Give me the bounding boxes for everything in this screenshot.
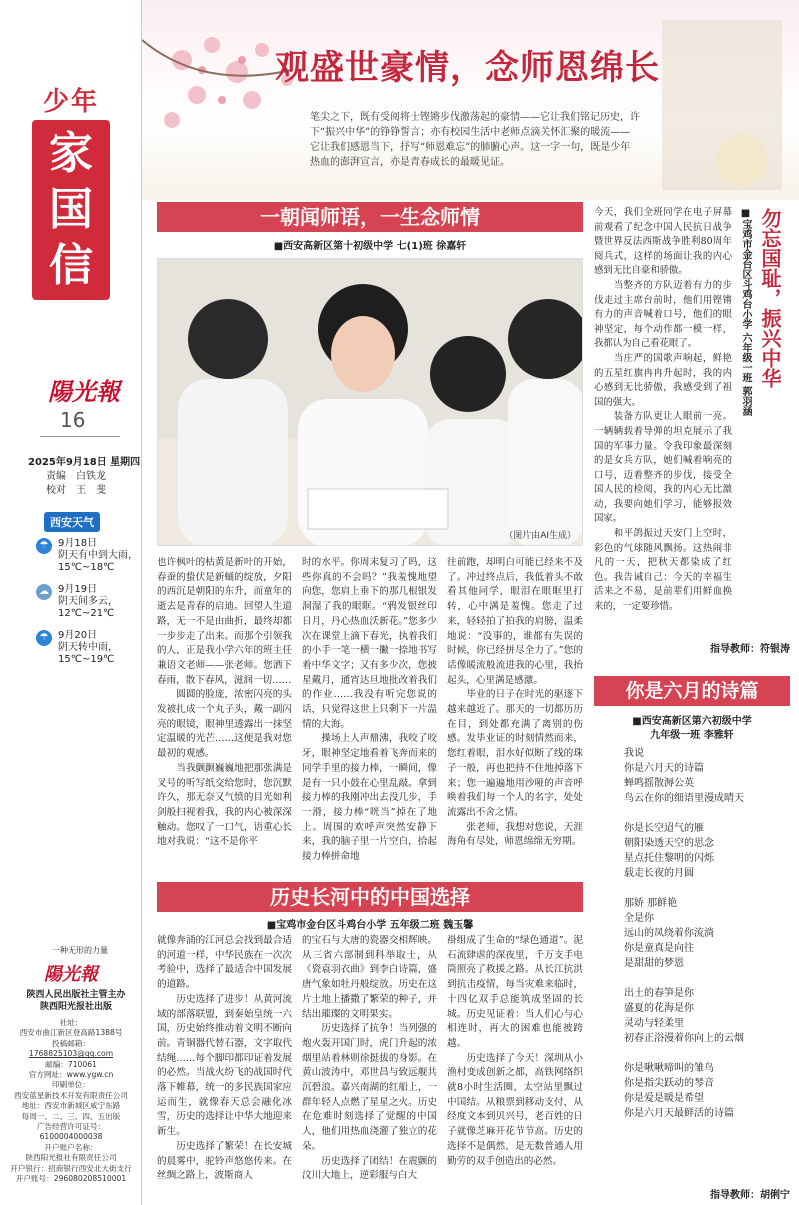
- info-line: 每周一、二、三、四、五出版: [21, 1111, 121, 1121]
- footer-sponsor: 陕西阳光报社出版: [39, 1002, 112, 1012]
- article2-column: 就像奔涌的江河总会找到最合适的河道一样，中华民族在一次次考验中，选择了最适合中国发展的道路。 历史选择了进步！从黄河流域的部落联盟，到秦始皇统一六国，历史始终推动着文明不断向前。青铜器代替石器，文字取代结绳……每个脚印都印证着发展的必然。当战火纷飞的战国时代落下帷幕，统一的多民族国家应运而生，就像春天总会融化冰雪，历史的选择让中华大地迎来新生。 历史选择了繁荣！在长安城的晨雾中，驼铃声悠悠传来。在丝绸之路上，波斯商人: [157, 935, 292, 1182]
- info-line: 西安蓝星新技术开发有限责任公司: [14, 1090, 128, 1100]
- sidebar2-teacher: 指导教师：胡俐宁: [710, 1190, 790, 1201]
- article1-column: 也许枫叶的枯黄是新叶的开始，春蚕的蛰伏是新蛹的绽放，夕阳的西沉是朝阳的东升，而童年的逝去是青春的启迪。回望人生道路，无一不是由曲折，最终却都一步步走了出来。而那个引领我的人，正是我小学六年的班主任兼语文老师——张老师。您洒下春雨，散下春风，滋润一切…… 圆圆的脸庞，浓密闪亮的头发被扎成一个丸子头，戴一副闪亮的眼镜，眼神里透露出一抹坚定温暖的光芒……这便是我对您最初的观感。 当我颤颤巍巍地把那张满是叉号的听写纸交给您时，您沉默许久，那无奈又气愤的目光如利剑般扫视着我，我的内心被深深触动。您叹了一口气，语重心长地对我说：“这不是你平: [157, 557, 292, 848]
- article2-column: 褂组成了生命的“绿色通道”。泥石流肆虐的深夜里，千万支手电筒照亮了救援之路。从长江抗洪到抗击疫情，每当灾难来临时，十四亿双手总能筑成坚固的长城。历史见证着：当人们心与心相连时，再大的困难也能被跨越。 历史选择了今天！深圳从小渔村变成创新之都，高铁网络织就8小时生活圈，太空站里飘过中国结。从粮票到移动支付，从经度文本到贝兴号，老百姓的日子就像芝麻开花节节高。历史的选择不是偶然，是无数普通人用勤劳的双手创造出的必然。: [447, 935, 583, 1167]
- photo-caption: （图片由AI生成）: [504, 531, 576, 541]
- poem-line: 鸟云在你的细语里漫成晴天: [624, 793, 744, 804]
- poem-line: 你是啾啾啼叫的雏鸟: [624, 1063, 714, 1074]
- weather-date: 9月18日: [58, 538, 98, 549]
- weather-desc: 阴天有中到大雨，: [58, 550, 138, 561]
- masthead-char: 信: [49, 240, 93, 291]
- poem-line: 那娇 那鲜艳: [624, 898, 678, 909]
- masthead-title: [30, 88, 112, 300]
- article1-photo: [157, 258, 583, 546]
- poem-line: 载走长夜的月圆: [624, 868, 694, 879]
- weather-list: [36, 538, 140, 666]
- poem-line: 我说: [624, 748, 644, 759]
- classroom-illustration: [158, 259, 583, 546]
- info-line: 开户银行：招商银行西安北大街支行: [10, 1163, 132, 1173]
- article2-byline: ■宝鸡市金台区斗鸡台小学 五年级二班 魏玉馨: [266, 920, 474, 931]
- poem-line: [624, 1046, 794, 1061]
- divider: [40, 436, 120, 437]
- info-line: 官方网址：www.ygw.cn: [28, 1070, 114, 1080]
- info-line: 开户账号：296080208510001: [15, 1174, 127, 1184]
- article1-title: 一朝闻师语，一生念师情: [157, 202, 583, 232]
- masthead-small-title: 少年: [42, 87, 99, 117]
- sidebar2-byline: 九年级一班 李雅轩: [650, 730, 734, 741]
- info-line: 邮编：710061: [45, 1059, 97, 1069]
- poem-line: [624, 806, 794, 821]
- poem-line: 你是六月天最鲜活的诗篇: [624, 1108, 734, 1119]
- info-line: 1768825103@qq.com: [28, 1049, 114, 1059]
- article1-column: 时的水平。你周末复习了吗，这些你真的不会吗？”我羞愧地望向您，您肩上垂下的那几根银发洞湿了我的眼眶。“鸦发银丝印日月，丹心热血沃新花。”您多少次在课堂上滴下春光，执着我们的小手一笔一横一撇一捺地书写着中华文字；又有多少次，您披星戴月，通宵达旦地批改着我们的作业……我没有听完您说的话，只觉得这世上只剩下一片温情的大海。 操场上人声鼎沸，我咬了咬牙，眼神坚定地看着飞奔而来的同学手里的接力棒，一瞬间，像是有一只小鼓在心里乱敲。拿到接力棒的我刚冲出去没几步，手一滑，接力棒“咣当”掉在了地上。周围的欢呼声突然安静下来，我的脑子里一片空白，拾起接力棒拼命地: [302, 557, 437, 863]
- footer-brand-logo: 陽光報: [44, 964, 98, 985]
- info-line: 地址：西安市新城区咸宁东路: [21, 1101, 121, 1111]
- poem-line: 全是你: [624, 913, 654, 924]
- blossom-decoration: [142, 0, 799, 200]
- weather-temp: 15℃~18℃: [58, 562, 115, 573]
- poem-line: 你是六月天的诗篇: [624, 763, 704, 774]
- poem-line: 出土的春笋是你: [624, 988, 694, 999]
- poem-line: 朝阳染透天空的思念: [624, 838, 714, 849]
- editor: 责编 白铁龙: [46, 471, 106, 482]
- sidebar1-body: 今天，我们全班同学在电子屏幕前观看了纪念中国人民抗日战争暨世界反法西斯战争胜利80周年阅兵式，这样的场面让我的内心感到无比自豪和骄傲。 当整齐的方队迈着有力的步伐走过主席台前时，他们用铿锵有力的声音喊着口号，他们的眼神坚定，每个动作都一模一样，我都认为自己看花眼了。 当庄严的国歌声响起，鲜艳的五星红旗冉冉升起时，我的内心感到无比骄傲，我感受到了祖国的强大。 装备方队更让人眼前一亮。一辆辆载着导弹的坦克展示了我国的军事力量。令我印象最深刻的是女兵方队，她们喊着响亮的口号，迈着整齐的步伐，接受全国人民的检阅，我的内心无比激动，我要向她们学习，能够报效国家。 和平鸽振过天安门上空时，彩色的气球随风飘扬。这热闹非凡的一天，把秋天都染成了红色。我告诫自己：今天的幸福生活来之不易，是前辈们用鲜血换来的，一定要珍惜。: [594, 207, 732, 613]
- rain-icon: ☂: [36, 538, 52, 554]
- info-line: 印刷单位：: [52, 1080, 90, 1090]
- issue-date: 2025年9月18日 星期四: [28, 457, 141, 468]
- info-line: 广告经营许可证号：: [36, 1122, 106, 1132]
- poem-line: 是甜甜的梦恩: [624, 958, 684, 969]
- poem-line: 盛夏的花海是你: [624, 1003, 694, 1014]
- poem-line: 你是童真是向往: [624, 943, 694, 954]
- article2-title: 历史长河中的中国选择: [157, 882, 583, 912]
- article1-byline: ■西安高新区第十初级中学 七(1)班 徐嘉轩: [273, 241, 467, 252]
- weather-date: 9月20日: [58, 630, 98, 641]
- weather-temp: 12℃~21℃: [58, 608, 115, 619]
- sidebar2-poem: [624, 746, 794, 1121]
- footer-info: [2, 1018, 140, 1185]
- sidebar1-title: 勿忘国耻，振兴中华: [758, 208, 782, 388]
- masthead-char: 国: [49, 184, 93, 235]
- sidebar1-teacher: 指导教师：符银涛: [710, 644, 790, 655]
- info-line: 6100004000038: [39, 1132, 103, 1142]
- poem-line: 远山的凤绕着你流淌: [624, 928, 714, 939]
- poem-line: 蝉鸣摇散溽公英: [624, 778, 694, 789]
- info-line: 陕西阳光报社有限责任公司: [25, 1153, 117, 1163]
- info-line: 西安市曲江新区登高路1388号: [19, 1028, 123, 1038]
- weather-date: 9月19日: [58, 584, 98, 595]
- poem-line: 灵动与轻柔里: [624, 1018, 684, 1029]
- rain-icon: ☂: [36, 630, 52, 646]
- article2-column: 的宝石与大唐的瓷器交相辉映。从三省六部制到科举取士，从《瓷袁羽衣曲》到李白诗篇，盛唐气象如牡丹般绽放。历史在这片土地上播撒了繁荣的种子，并结出璀璨的文明果实。 历史选择了抗争！当列强的炮火轰开国门时，虎门升起的浓烟里站着林则徐挺拔的身影。在黄山波涛中，邓世昌与致远舰共沉碧浪。嘉兴南湖的红船上，一群年轻人点燃了星星之火。历史在危难时刻选择了觉醒的中国人，他们用热血浇灌了独立的花朵。 历史选择了团结！在震颤的汶川大地上，逆彩服与白大: [302, 935, 437, 1182]
- weather-day: [36, 584, 140, 620]
- poem-line: [624, 971, 794, 986]
- poem-line: 星点托住黎明的闪烁: [624, 853, 714, 864]
- sidebar2-byline: ■西安高新区第六初级中学: [632, 716, 752, 727]
- info-line: 社址：: [59, 1018, 83, 1027]
- article1-column: 往前跑，却明白可能已经来不及了。冲过终点后，我低着头不敢看其他同学，眼泪在眼眶里打转，心中满是羞愧。您走了过来，轻轻拍了拍我的肩膀，温柔地说：“没事的，谁都有失误的时候，你已经拼尽全力了。”您的话像暖流般流进我的心里，我抬起头，心里满是感激。 毕业的日子在时光的驱逐下越来越近了。那天的一切都历历在目，到处都充满了离别的伤感。发毕业证的时刻情然而来，您红着眼，泪水好似断了线的珠子一般，再也把持不住地掉落下来；您一遍遍地用沙哑的声音呼唤着我们每一个人的名字，处处流露出不舍之情。 张老师，我想对您说，天涯海角有尽处，师恩绵绵无穷期。: [447, 557, 583, 848]
- footer-slogan: 一种无形的力量: [52, 946, 108, 955]
- weather-desc: 阴天间多云，: [58, 596, 118, 607]
- page-number: 16: [60, 408, 86, 432]
- poem-line: 你是指尖跃动的琴音: [624, 1078, 714, 1089]
- poem-line: 初春正浴漫着你向上的云烟: [624, 1033, 744, 1044]
- weather-day: [36, 630, 140, 666]
- footer-sponsor: 陕西人民出版社主管主办: [26, 990, 126, 1000]
- header-banner: [142, 0, 799, 200]
- page-intro: 笔尖之下，既有受阅将士铿锵步伐激荡起的豪情——它让我们铭记历史，许下“振兴中华”的铮铮誓言；亦有校园生活中老师点滴关怀汇聚的暖流——它让我们感恩当下，抒写“师恩难忘”的肺腑心声。这一字一句，既是少年热血的澎湃宣言，亦是青春成长的最暖见证。: [310, 112, 640, 168]
- poem-line: [624, 881, 794, 896]
- masthead-big-title: [32, 120, 110, 300]
- proofreader: 校对 王 斐: [46, 485, 106, 496]
- brand-logo: 陽光報: [48, 377, 120, 406]
- sidebar1-byline: ■宝鸡市金台区斗鸡台小学 六年级一班 郭羽涵: [740, 208, 751, 416]
- info-line: 开户账户名称：: [44, 1142, 98, 1152]
- weather-desc: 阴天转中雨，: [58, 642, 118, 653]
- info-line: 投稿邮箱：: [52, 1038, 90, 1048]
- weather-badge: 西安天气: [44, 512, 100, 532]
- poem-line: 你是长空迢气的雁: [624, 823, 704, 834]
- weather-temp: 15℃~19℃: [58, 654, 115, 665]
- sidebar2-title: 你是六月的诗篇: [594, 676, 790, 706]
- masthead-char: 家: [49, 128, 93, 179]
- cloud-icon: ☁: [36, 584, 52, 600]
- page-main-title: 观盛世豪情，念师恩绵长: [275, 48, 660, 88]
- weather-day: [36, 538, 140, 574]
- poem-line: 你是爱是暖是希望: [624, 1093, 704, 1104]
